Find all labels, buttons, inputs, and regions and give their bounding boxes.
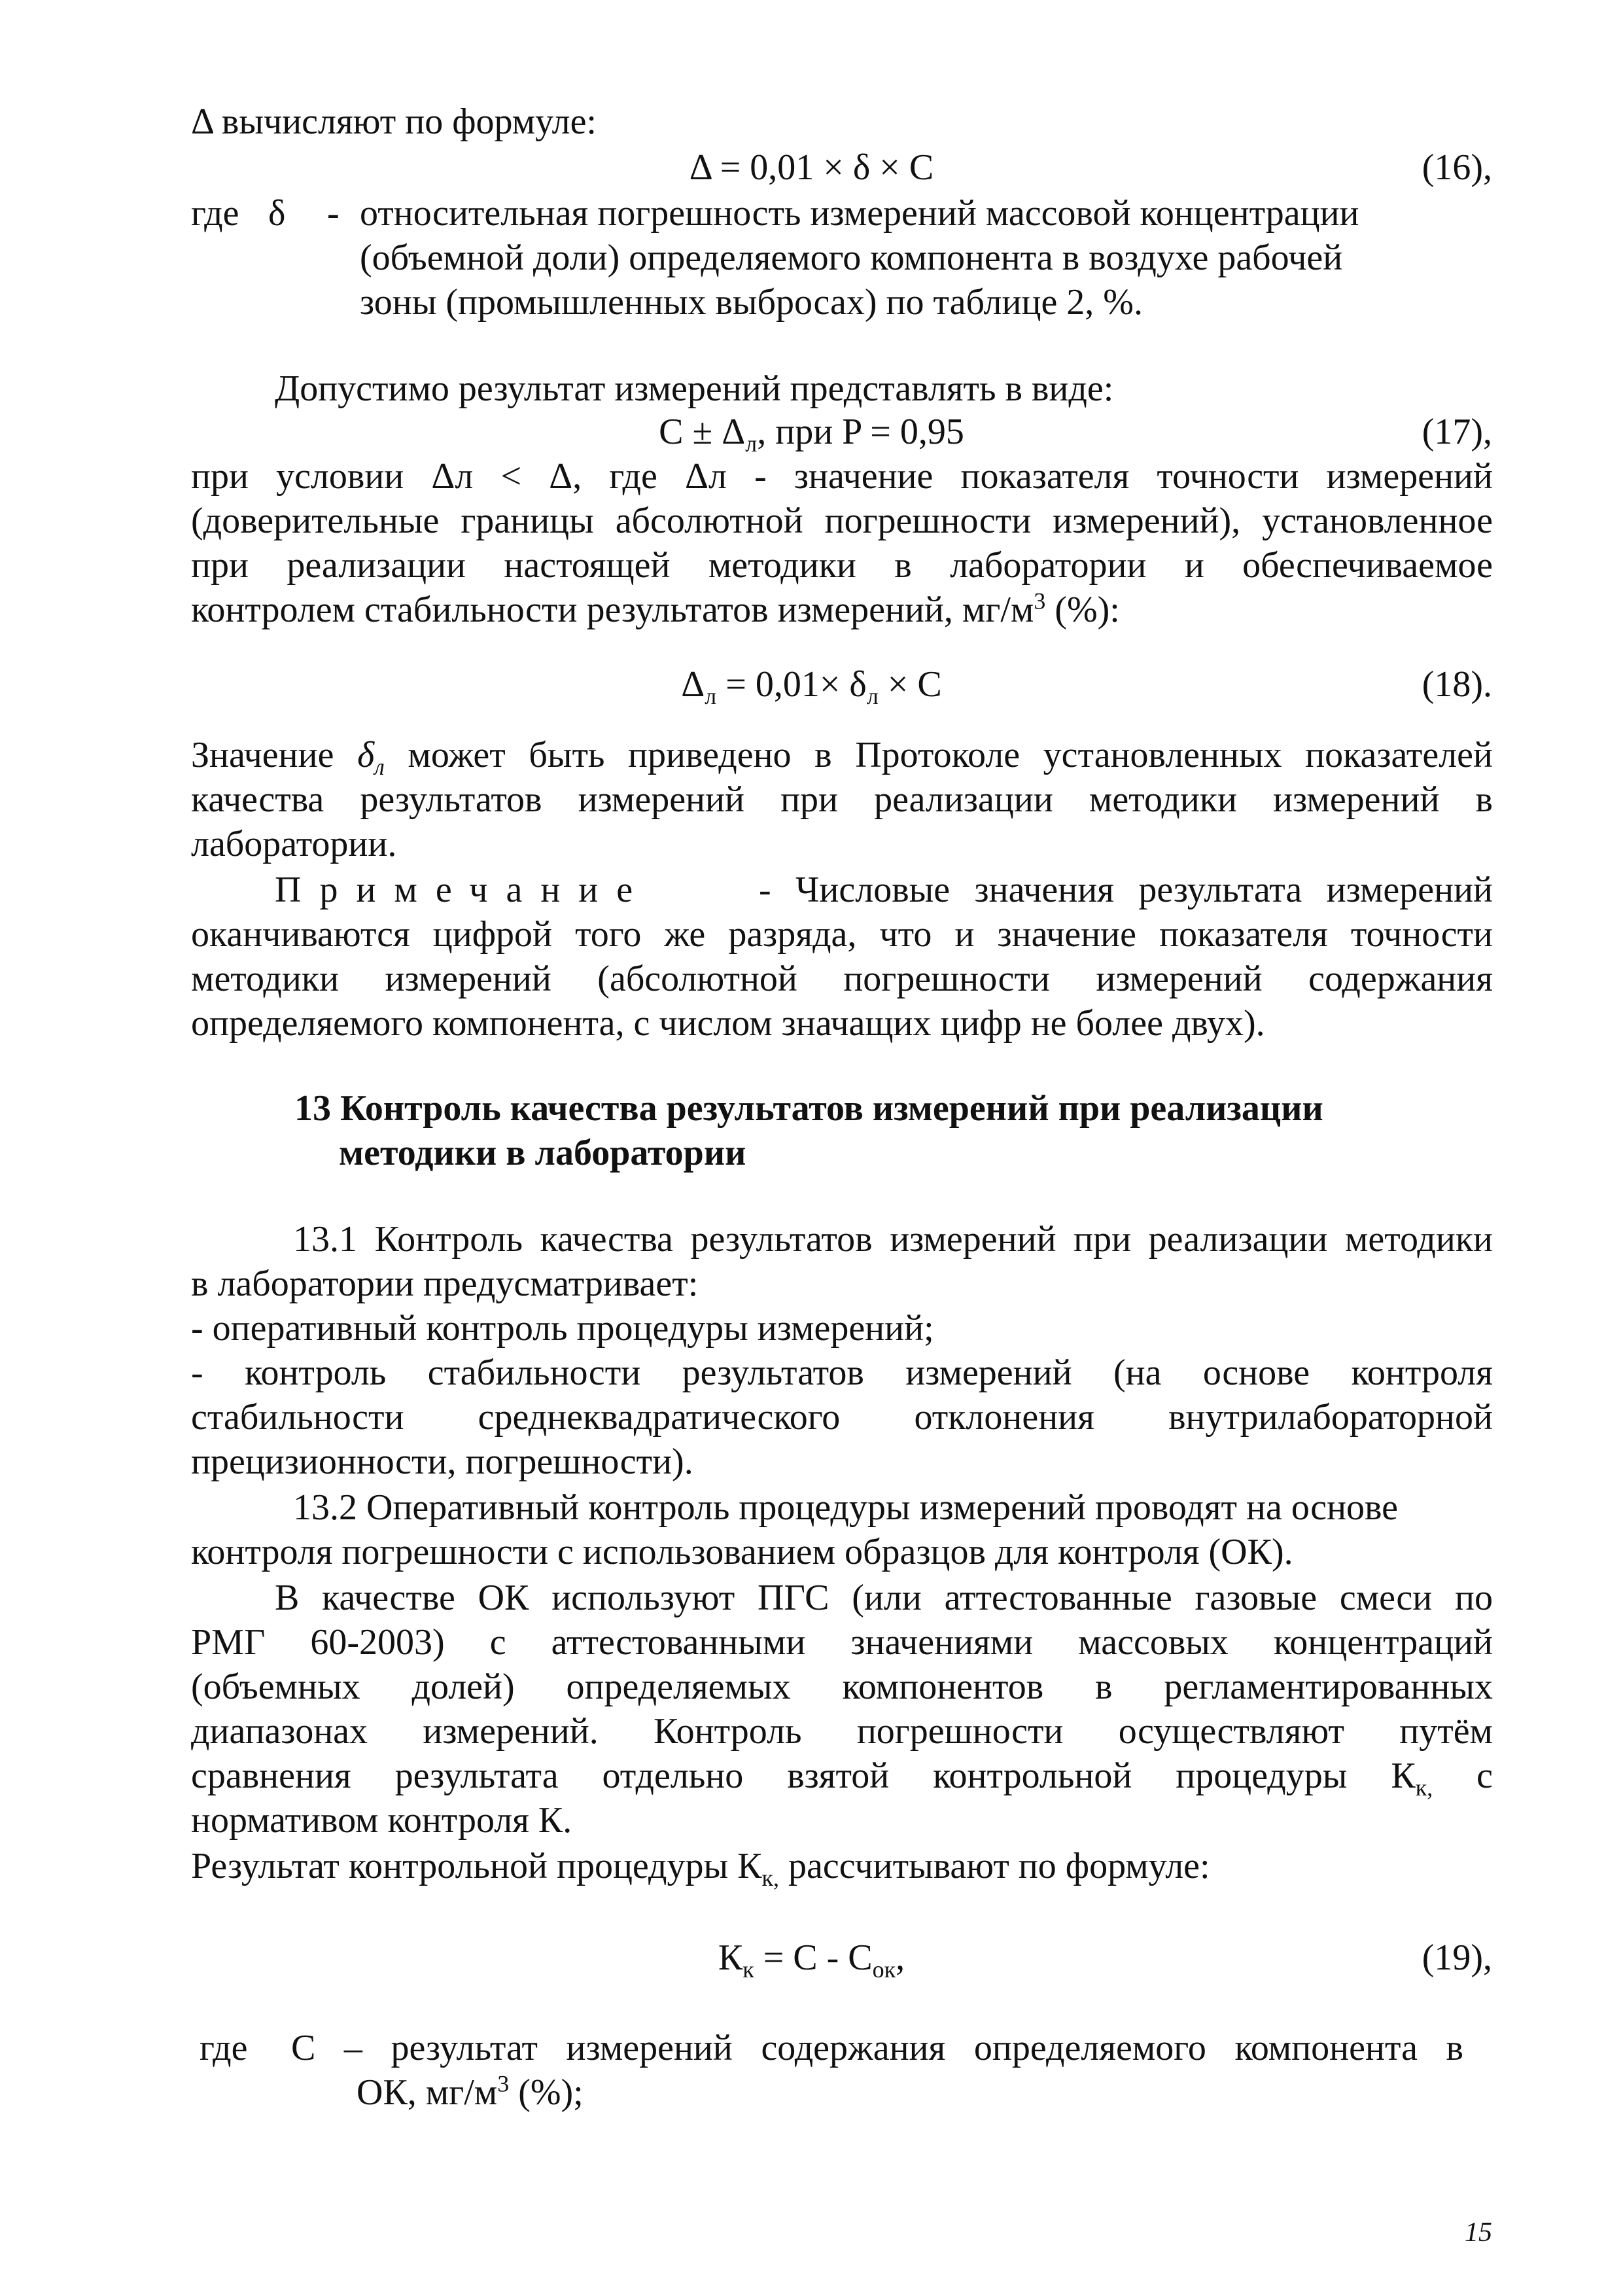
section-13-1-line-5: стабильности среднеквадратического отклонения внутрилабораторной: [191, 1397, 1493, 1438]
equation-17: $C \pm \Delta_л$, при P = 0,95: [659, 412, 964, 457]
note-line-2: оканчиваются цифрой того же разряда, что и значение показателя точности: [191, 914, 1493, 955]
equation-18: $\Delta_л = 0,01\times \delta_л \times C$: [681, 664, 942, 710]
section-13-1-line-1: 13.1 Контроль качества результатов измерений при реализации методики: [293, 1219, 1493, 1260]
where-dash: -: [327, 193, 340, 234]
note-line-3: методики измерений (абсолютной погрешности измерений содержания: [191, 959, 1493, 999]
paragraph-condition-line-4: контролем стабильности результатов измерений, $мг/м^3$ (%):: [191, 588, 1120, 630]
where-c-line-1: C – результат измерений содержания определяемого компонента в: [291, 2028, 1463, 2068]
paragraph-condition-line-1: при условии Δл < Δ, где Δл - значение показателя точности измерений: [191, 456, 1493, 497]
equation-18-number: (18).: [1422, 664, 1492, 705]
paragraph-ok-line-4: диапазонах измерений. Контроль погрешности осуществляют путём: [191, 1711, 1493, 1752]
equation-19-number: (19),: [1422, 1937, 1492, 1978]
where-definition-line-2: (объемной доли) определяемого компонента в воздухе рабочей: [360, 238, 1343, 278]
intro-line: Δ вычисляют по формуле:: [191, 101, 597, 142]
section-13-1-line-6: прецизионности, погрешности).: [191, 1441, 693, 1482]
where-definition-line-3: зоны (промышленных выбросах) по таблице 2, %.: [360, 282, 1143, 323]
equation-16: Δ = 0,01 × δ × C: [689, 147, 934, 188]
paragraph-allowed: Допустимо результат измерений представлять в виде:: [275, 368, 1114, 409]
paragraph-condition-line-3: при реализации настоящей методики в лаборатории и обеспечиваемое: [191, 545, 1493, 586]
note-line-4: определяемого компонента, с числом значащих цифр не более двух).: [191, 1003, 1265, 1044]
where-symbol: δ: [268, 193, 286, 234]
equation-19: $К_к = C - C_{ок}$,: [718, 1937, 905, 1983]
section-13-heading-line-2: методики в лаборатории: [339, 1133, 746, 1173]
section-13-1-line-4: - контроль стабильности результатов измерений (на основе контроля: [191, 1352, 1493, 1393]
where-label: где: [191, 193, 239, 234]
paragraph-value-line-1: Значение $\delta_л$ может быть приведено в Протоколе установленных показателей: [191, 735, 1493, 781]
note-label: Примечание: [275, 870, 652, 910]
page-number: 15: [1465, 2217, 1492, 2248]
section-13-2-line-2: контроля погрешности с использованием образцов для контроля (ОК).: [191, 1532, 1293, 1572]
paragraph-value-line-3: лаборатории.: [191, 824, 397, 864]
paragraph-result-control: Результат контрольной процедуры $К_{к,}$ рассчитывают по формуле:: [191, 1846, 1210, 1892]
paragraph-value-line-2: качества результатов измерений при реализации методики измерений в: [191, 779, 1493, 820]
paragraph-ok-line-1: В качестве ОК используют ПГС (или аттестованные газовые смеси по: [275, 1578, 1493, 1618]
section-13-heading-line-1: 13 Контроль качества результатов измерений при реализации: [294, 1088, 1323, 1129]
section-13-1-line-3: - оперативный контроль процедуры измерений;: [191, 1308, 934, 1349]
paragraph-ok-line-5: сравнения результата отдельно взятой контрольной процедуры $К_{к,}$ с: [191, 1756, 1493, 1801]
where-c-label: где: [200, 2028, 248, 2068]
where-c-line-2: ОК, $мг/м^3$ (%);: [357, 2070, 584, 2113]
section-13-1-line-2: в лаборатории предусматривает:: [191, 1263, 699, 1304]
section-13-2-line-1: 13.2 Оперативный контроль процедуры измерений проводят на основе: [293, 1487, 1399, 1528]
equation-16-number: (16),: [1422, 147, 1492, 188]
note-line-1: - Числовые значения результата измерений: [759, 870, 1493, 910]
paragraph-ok-line-2: РМГ 60-2003) с аттестованными значениями массовых концентраций: [191, 1622, 1493, 1663]
equation-17-number: (17),: [1422, 412, 1492, 452]
where-definition-line-1: относительная погрешность измерений массовой концентрации: [360, 193, 1359, 234]
paragraph-condition-line-2: (доверительные границы абсолютной погрешности измерений), установленное: [191, 501, 1493, 541]
paragraph-ok-line-3: (объемных долей) определяемых компонентов в регламентированных: [191, 1667, 1493, 1707]
paragraph-ok-line-6: нормативом контроля К.: [191, 1800, 572, 1841]
